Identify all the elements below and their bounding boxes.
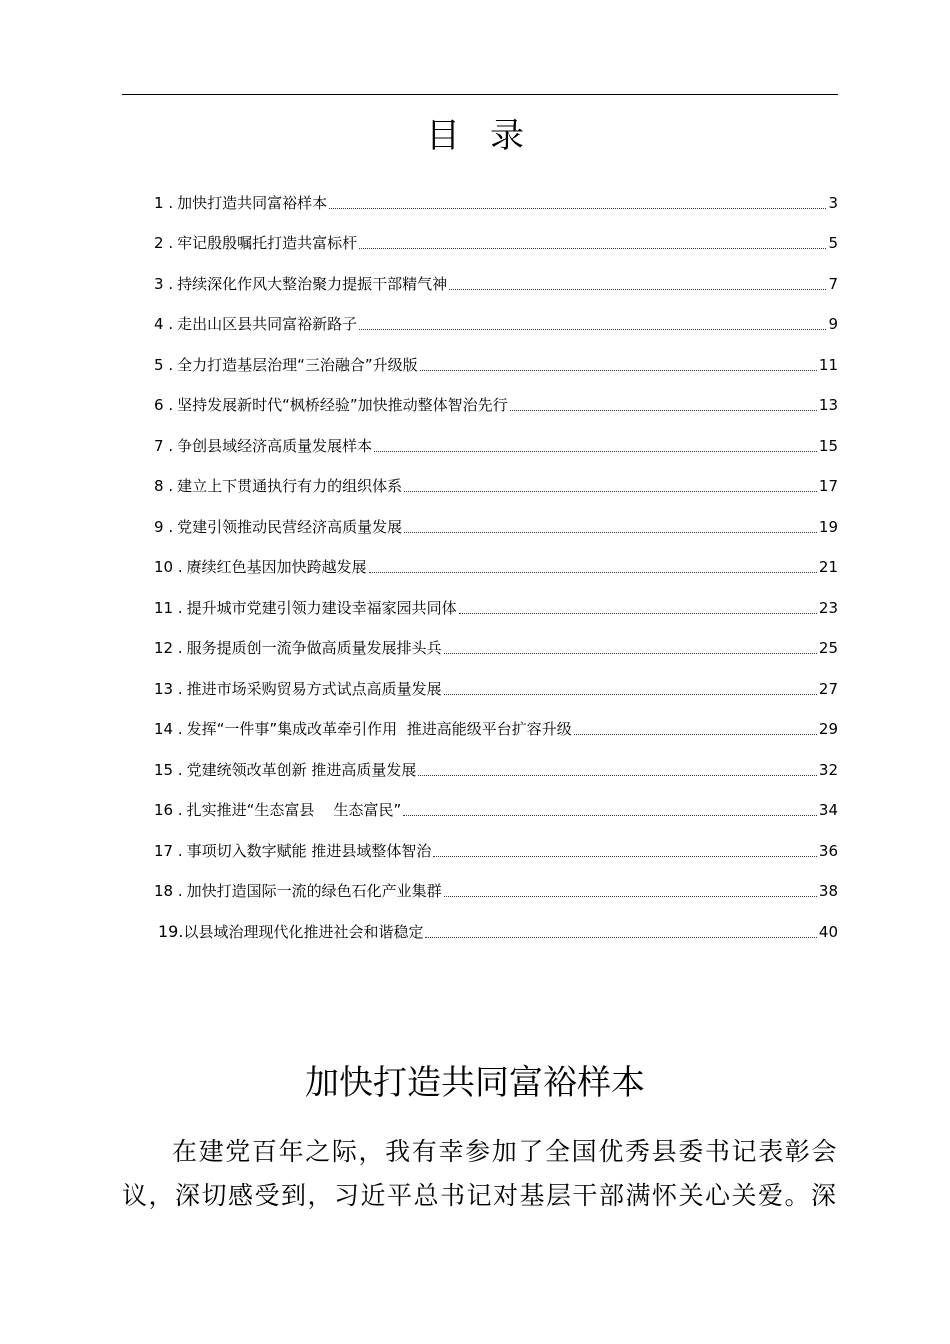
dot-leader bbox=[449, 289, 826, 290]
toc-entry-page: 34 bbox=[818, 801, 838, 819]
article-title: 加快打造共同富裕样本 bbox=[305, 1063, 645, 1103]
toc-entry[interactable] bbox=[154, 338, 838, 379]
toc-entry-page: 11 bbox=[818, 355, 838, 374]
toc-entry[interactable] bbox=[154, 662, 838, 703]
dot-leader bbox=[404, 491, 817, 492]
toc-entry-label: 事项切入数字赋能 推进县域整体智治 bbox=[186, 841, 432, 860]
toc-entry[interactable] bbox=[154, 541, 838, 582]
dot-leader bbox=[374, 451, 817, 452]
dot-leader bbox=[574, 734, 817, 735]
toc-entry-number: 4 . bbox=[154, 310, 173, 338]
toc-entry-page: 13 bbox=[818, 396, 838, 414]
dot-leader bbox=[404, 532, 817, 533]
toc-entry[interactable] bbox=[154, 257, 838, 298]
toc-entry-number: 17 . bbox=[154, 837, 183, 865]
toc-entry-page: 23 bbox=[818, 598, 838, 617]
toc-entry-number: 9 . bbox=[154, 513, 173, 541]
toc-entry-label: 全力打造基层治理“三治融合”升级版 bbox=[177, 355, 418, 374]
toc-entry-label: 争创县域经济高质量发展样本 bbox=[177, 436, 373, 455]
dot-leader bbox=[425, 937, 816, 938]
dot-leader bbox=[444, 896, 817, 897]
toc-entry-number: 10 . bbox=[154, 553, 183, 581]
dot-leader bbox=[420, 370, 817, 371]
dot-leader bbox=[444, 694, 817, 695]
toc-entry-number: 2 . bbox=[154, 229, 173, 257]
toc-entry-label: 加快打造共同富裕样本 bbox=[177, 193, 328, 212]
toc-entry-page: 21 bbox=[818, 558, 838, 576]
toc-entry-label: 建立上下贯通执行有力的组织体系 bbox=[177, 477, 403, 495]
toc-entry-label: 以县域治理现代化推进社会和谐稳定 bbox=[183, 922, 424, 941]
toc-entry[interactable] bbox=[154, 581, 838, 622]
toc-entry[interactable] bbox=[154, 622, 838, 663]
toc-entry-label: 走出山区县共同富裕新路子 bbox=[177, 315, 358, 333]
toc-entry-page: 15 bbox=[818, 436, 838, 455]
toc-entry-page: 29 bbox=[818, 720, 838, 738]
toc-entry[interactable] bbox=[154, 743, 838, 784]
dot-leader bbox=[359, 248, 826, 249]
toc-entry-label: 党建引领推动民营经济高质量发展 bbox=[177, 517, 403, 536]
toc-entry-label: 服务提质创一流争做高质量发展排头兵 bbox=[186, 639, 442, 657]
toc-entry-number: 3 . bbox=[154, 270, 173, 298]
toc-entry-number: 6 . bbox=[154, 391, 173, 419]
toc-entry-label: 牢记殷殷嘱托打造共富标杆 bbox=[177, 234, 358, 252]
dot-leader bbox=[444, 653, 817, 654]
toc-entry[interactable] bbox=[154, 419, 838, 460]
toc-entry[interactable] bbox=[154, 865, 838, 906]
article-paragraph: 在建党百年之际，我有幸参加了全国优秀县委书记表彰会议，深切感受到，习近平总书记对基层干部满怀关心关爱。深 bbox=[122, 1137, 838, 1210]
toc-entry-page: 5 bbox=[828, 234, 838, 252]
toc-entry-page: 9 bbox=[828, 315, 838, 333]
dot-leader bbox=[359, 329, 826, 330]
toc-entry[interactable] bbox=[154, 500, 838, 541]
dot-leader bbox=[403, 815, 817, 816]
toc-entry-number: 18 . bbox=[154, 877, 183, 905]
header-rule bbox=[122, 94, 838, 95]
toc-entry-page: 27 bbox=[818, 679, 838, 698]
toc-entry-page: 3 bbox=[828, 193, 838, 212]
dot-leader bbox=[433, 856, 816, 857]
toc-entry-page: 25 bbox=[818, 639, 838, 657]
toc-entry-number: 8 . bbox=[154, 472, 173, 500]
dot-leader bbox=[459, 613, 817, 614]
toc-entry[interactable] bbox=[154, 176, 838, 217]
toc-entry-number: 14 . bbox=[154, 715, 183, 743]
toc-entry-label: 扎实推进“生态富县 生态富民” bbox=[186, 801, 402, 819]
toc-entry-label: 党建统领改革创新 推进高质量发展 bbox=[186, 760, 417, 779]
table-of-contents bbox=[154, 176, 838, 946]
toc-entry-number: 7 . bbox=[154, 432, 173, 460]
dot-leader bbox=[418, 775, 816, 776]
toc-entry-label: 发挥“一件事”集成改革牵引作用 推进高能级平台扩容升级 bbox=[186, 720, 572, 738]
toc-entry-page: 7 bbox=[828, 274, 838, 293]
dot-leader bbox=[329, 208, 826, 209]
toc-entry-number: 19 . bbox=[158, 918, 183, 946]
toc-title: 目录 bbox=[426, 116, 554, 156]
dot-leader bbox=[369, 572, 817, 573]
toc-entry-page: 17 bbox=[818, 477, 838, 495]
toc-entry-label: 加快打造国际一流的绿色石化产业集群 bbox=[186, 882, 442, 900]
toc-entry[interactable] bbox=[154, 703, 838, 744]
toc-entry-label: 推进市场采购贸易方式试点高质量发展 bbox=[186, 679, 442, 698]
toc-entry[interactable] bbox=[154, 460, 838, 501]
toc-entry-page: 32 bbox=[818, 760, 838, 779]
toc-entry[interactable] bbox=[154, 217, 838, 258]
toc-entry-number: 13 . bbox=[154, 675, 183, 703]
toc-entry-page: 38 bbox=[818, 882, 838, 900]
toc-entry-number: 5 . bbox=[154, 351, 173, 379]
dot-leader bbox=[510, 410, 817, 411]
toc-entry-number: 1 . bbox=[154, 189, 173, 217]
toc-entry-number: 11 . bbox=[154, 594, 183, 622]
toc-entry-label: 持续深化作风大整治聚力提振干部精气神 bbox=[177, 274, 448, 293]
toc-entry[interactable] bbox=[154, 298, 838, 339]
toc-entry[interactable] bbox=[154, 824, 838, 865]
toc-entry-page: 40 bbox=[818, 922, 838, 941]
toc-entry-number: 16 . bbox=[154, 796, 183, 824]
toc-entry[interactable] bbox=[154, 905, 838, 946]
toc-entry-label: 提升城市党建引领力建设幸福家园共同体 bbox=[186, 598, 457, 617]
toc-entry-number: 12 . bbox=[154, 634, 183, 662]
toc-entry-number: 15 . bbox=[154, 756, 183, 784]
toc-entry[interactable] bbox=[154, 379, 838, 420]
toc-entry-label: 坚持发展新时代“枫桥经验”加快推动整体智治先行 bbox=[177, 396, 508, 414]
toc-entry-page: 36 bbox=[818, 841, 838, 860]
toc-entry-label: 赓续红色基因加快跨越发展 bbox=[186, 558, 367, 576]
toc-entry-page: 19 bbox=[818, 517, 838, 536]
toc-entry[interactable] bbox=[154, 784, 838, 825]
